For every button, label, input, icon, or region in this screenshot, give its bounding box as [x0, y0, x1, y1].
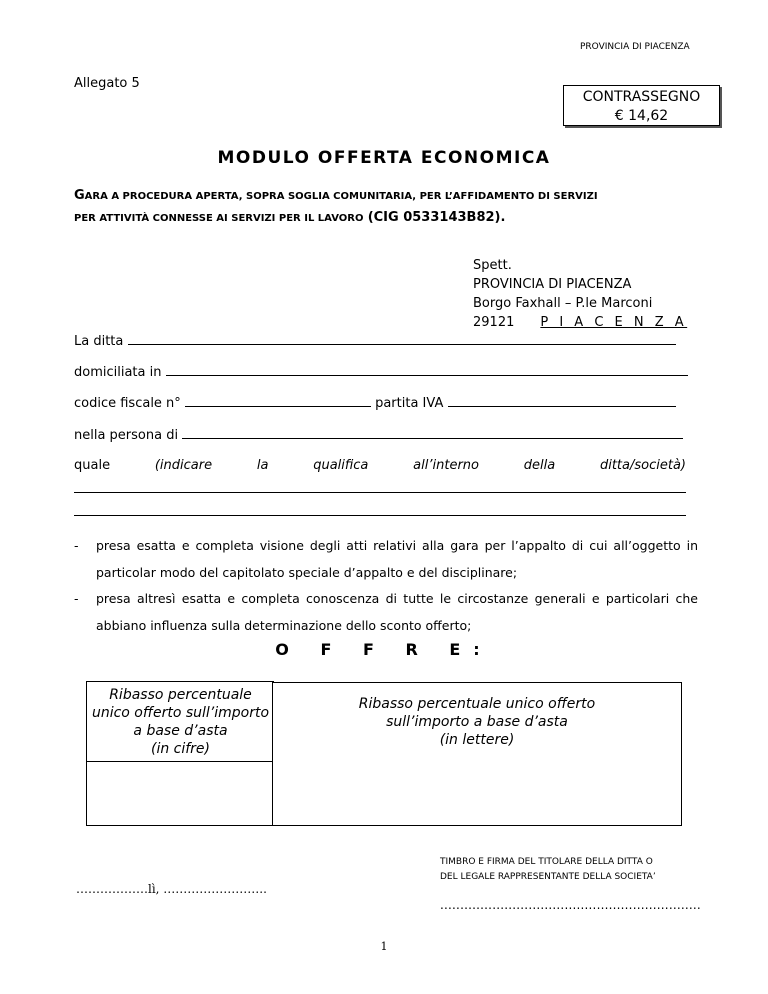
figures-header-line: unico offerto sull’importo	[91, 705, 270, 721]
ditta-input-line[interactable]	[128, 333, 676, 345]
words-header	[273, 683, 681, 749]
words-header-line: Ribasso percentuale unico offerto	[358, 696, 596, 712]
signature-label-line: DEL LEGALE RAPPRESENTANTE DELLA SOCIETA’	[440, 872, 656, 882]
recipient-address	[473, 256, 687, 332]
bullet-text: presa esatta e completa visione degli atti relativi alla gara per l’appalto di cui all’oggetto in particolar modo del capitolato speciale d’appalto e del disciplinare;	[96, 538, 698, 580]
subject-cig: (CIG 0533143B82).	[367, 210, 506, 225]
offer-table-words-column	[272, 682, 682, 826]
recipient-line1: Spett.	[473, 258, 512, 273]
bullet-item	[74, 585, 698, 639]
field-ditta-label: La ditta	[74, 334, 124, 349]
field-ditta	[74, 333, 676, 349]
signature-label	[440, 855, 656, 885]
stamp-box-label: CONTRASSEGNO	[582, 89, 701, 105]
recipient-line2: PROVINCIA DI PIACENZA	[473, 277, 632, 292]
quale-word: qualifica	[313, 458, 369, 473]
words-header-line: sull’importo a base d’asta	[386, 714, 568, 730]
figures-header-line: (in cifre)	[150, 741, 211, 757]
bullet-dash: -	[74, 538, 79, 553]
page-number: 1	[380, 940, 388, 953]
document-title: MODULO OFFERTA ECONOMICA	[217, 148, 551, 168]
bullet-text: presa altresì esatta e completa conoscenza di tutte le circostanze generali e particolari che abbiano influenza sulla determinazione dello sconto offerto;	[96, 591, 698, 633]
field-codice-fiscale	[74, 395, 676, 411]
persona-input-line[interactable]	[182, 427, 683, 439]
subject-line2: PER ATTIVITÀ CONNESSE AI SERVIZI PER IL LAVORO	[74, 213, 364, 224]
figures-header-line: a base d’asta	[133, 723, 228, 739]
header-organization: PROVINCIA DI PIACENZA	[580, 42, 690, 52]
subject-initial: G	[74, 188, 85, 203]
figures-input-cell[interactable]	[87, 762, 272, 824]
field-codice-fiscale-label: codice fiscale n°	[74, 396, 181, 411]
words-header-line: (in lettere)	[439, 732, 515, 748]
quale-word: (indicare	[154, 458, 213, 473]
qualifica-input-line[interactable]	[74, 492, 686, 493]
qualifica-input-line[interactable]	[74, 515, 686, 516]
quale-line	[74, 458, 686, 473]
partita-iva-input-line[interactable]	[448, 395, 676, 407]
field-partita-iva-label: partita IVA	[375, 396, 444, 411]
figures-header-line: Ribasso percentuale	[109, 687, 252, 703]
place-date-line[interactable]: ………………lì, ……………………..	[76, 882, 267, 896]
words-input-cell[interactable]	[273, 755, 681, 825]
quale-label: quale	[74, 458, 111, 473]
subject-line1: ARA A PROCEDURA APERTA, SOPRA SOGLIA COMUNITARIA, PER L’AFFIDAMENTO DI SERVIZI	[84, 191, 598, 202]
bullet-item	[74, 532, 698, 586]
field-persona	[74, 427, 683, 443]
quale-word: della	[523, 458, 556, 473]
domiciliata-input-line[interactable]	[166, 364, 688, 376]
field-domiciliata	[74, 364, 688, 380]
attachment-label: Allegato 5	[74, 76, 140, 91]
quale-word: ditta/società)	[599, 458, 686, 473]
figures-header	[87, 682, 274, 758]
recipient-postcode: 29121	[473, 315, 515, 330]
bullet-dash: -	[74, 591, 79, 606]
quale-word: all’interno	[413, 458, 479, 473]
field-persona-label: nella persona di	[74, 428, 179, 443]
quale-word: la	[256, 458, 269, 473]
codice-fiscale-input-line[interactable]	[185, 395, 371, 407]
signature-label-line: TIMBRO E FIRMA DEL TITOLARE DELLA DITTA O	[440, 857, 653, 867]
stamp-box-amount: € 14,62	[614, 108, 669, 124]
signature-dots-line[interactable]: .................................................................	[440, 898, 701, 912]
stamp-box	[563, 85, 720, 126]
recipient-city: P I A C E N Z A	[540, 315, 688, 330]
tender-subject	[74, 185, 698, 229]
field-domiciliata-label: domiciliata in	[74, 365, 162, 380]
offre-heading: O F F R E:	[275, 640, 493, 659]
recipient-line3: Borgo Faxhall – P.le Marconi	[473, 296, 653, 311]
